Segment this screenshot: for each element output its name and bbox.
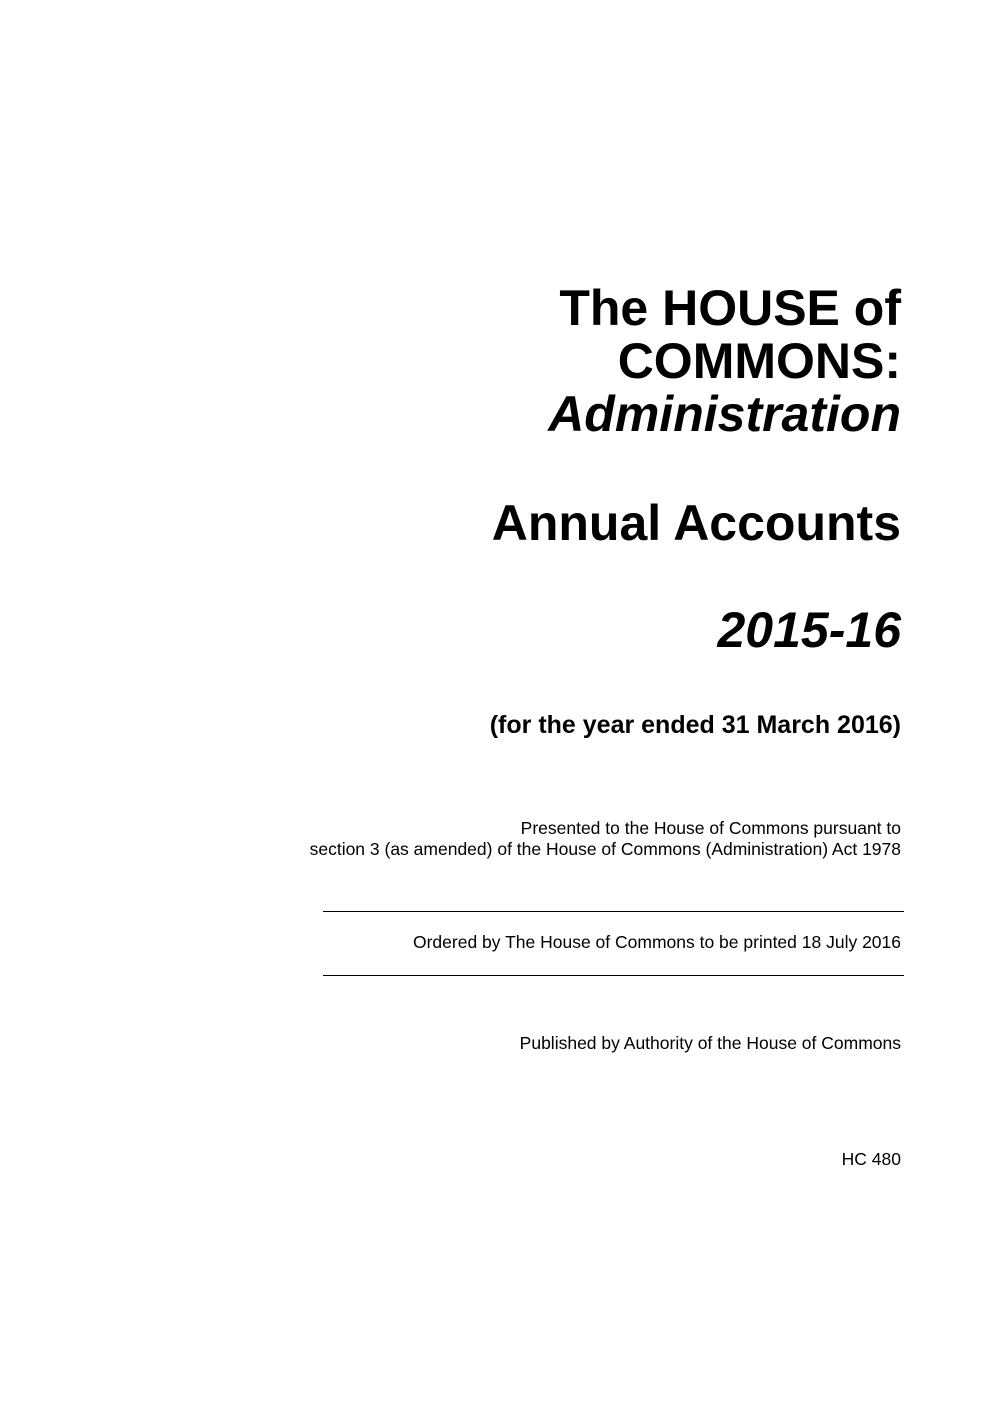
title-line-3: Administration xyxy=(548,386,901,442)
ordered-statement: Ordered by The House of Commons to be printed 18 July 2016 xyxy=(412,932,901,952)
title-line-2: COMMONS: xyxy=(617,333,901,389)
presented-line-2: section 3 (as amended) of the House of Commons (Administration) Act 1978 xyxy=(309,839,901,859)
divider-bottom xyxy=(323,975,904,976)
presented-line-1: Presented to the House of Commons pursuant to xyxy=(520,818,901,838)
reporting-period: (for the year ended 31 March 2016) xyxy=(489,711,901,739)
title-line-1: The HOUSE of xyxy=(559,280,901,336)
document-year: 2015-16 xyxy=(717,602,901,658)
document-subtitle: Annual Accounts xyxy=(491,495,901,551)
divider-top xyxy=(323,911,904,912)
paper-number: HC 480 xyxy=(841,1149,901,1169)
document-title xyxy=(548,282,901,441)
published-statement: Published by Authority of the House of Commons xyxy=(519,1033,901,1053)
presented-statement xyxy=(310,818,901,860)
